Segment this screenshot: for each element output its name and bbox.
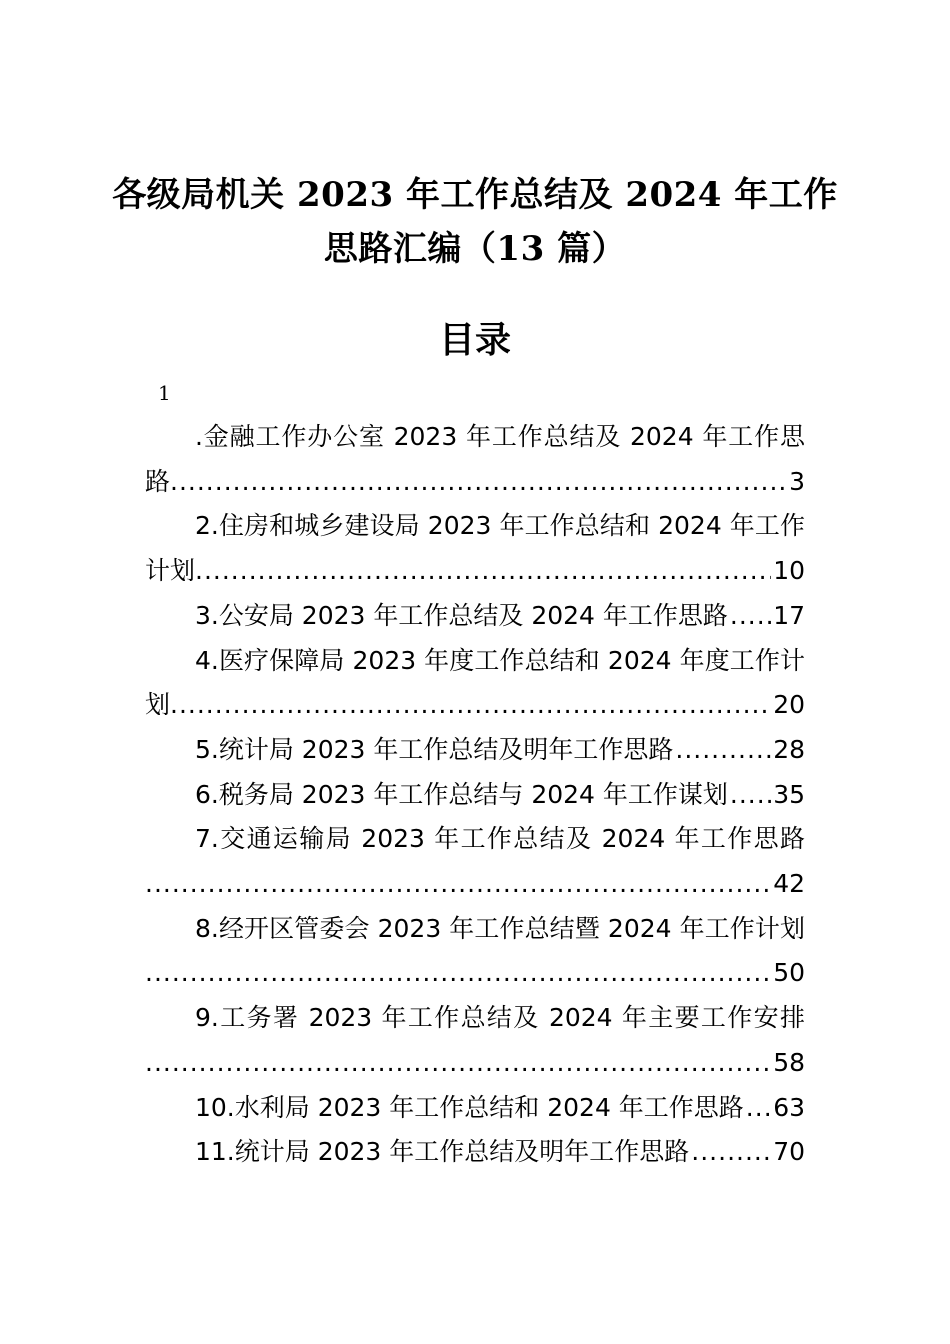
toc-entry-9[interactable] [145, 996, 805, 1085]
toc-entry-5[interactable] [145, 728, 805, 773]
toc-entry-title: 10.水利局 2023 年工作总结和 2024 年工作思路 [195, 1092, 744, 1122]
dot-leader [691, 1130, 771, 1175]
toc-entry-page: 50 [773, 958, 805, 988]
toc-entry-page: 58 [773, 1047, 805, 1077]
toc-entry-11[interactable] [145, 1130, 805, 1175]
toc-entry-page: 10 [773, 556, 805, 586]
toc-entry-title: 5.统计局 2023 年工作总结及明年工作思路 [195, 734, 674, 764]
toc-entry-2[interactable] [145, 504, 805, 593]
toc-entry-6[interactable] [145, 773, 805, 818]
toc-entry-title: .金融工作办公室 2023 年工作总结及 2024 年工作思 [195, 422, 805, 451]
dot-leader [675, 728, 771, 773]
dot-leader [145, 951, 771, 996]
dot-leader [170, 683, 771, 728]
toc-entry-page: 70 [773, 1137, 805, 1167]
stray-number: 1 [158, 381, 171, 405]
toc-entry-1[interactable] [145, 415, 805, 504]
toc-entry-7[interactable] [145, 817, 805, 906]
toc-entry-page: 20 [773, 690, 805, 720]
toc-entry-page: 3 [789, 466, 805, 496]
table-of-contents [145, 415, 805, 1175]
dot-leader [730, 773, 771, 818]
toc-entry-title: 8.经开区管委会 2023 年工作总结暨 2024 年工作计划 [195, 913, 805, 943]
toc-entry-page: 63 [773, 1092, 805, 1122]
toc-entry-page: 35 [773, 779, 805, 809]
dot-leader [145, 1041, 771, 1086]
toc-entry-title: 9.工务署 2023 年工作总结及 2024 年主要工作安排 [195, 1003, 805, 1033]
toc-entry-10[interactable] [145, 1086, 805, 1131]
toc-entry-title-continued: 划 [145, 690, 171, 720]
toc-entry-3[interactable] [145, 594, 805, 639]
toc-heading: 目录 [438, 319, 511, 361]
toc-entry-title-continued: 路 [145, 466, 171, 496]
toc-entry-title: 2.住房和城乡建设局 2023 年工作总结和 2024 年工作 [195, 511, 805, 541]
title-line-1: 各级局机关 2023 年工作总结及 2024 年工作 [112, 175, 838, 215]
document-title [100, 168, 850, 276]
dot-leader [145, 862, 771, 907]
dot-leader [730, 594, 771, 639]
toc-entry-title: 11.统计局 2023 年工作总结及明年工作思路 [195, 1137, 690, 1167]
toc-entry-title: 3.公安局 2023 年工作总结及 2024 年工作思路 [195, 600, 728, 630]
toc-entry-4[interactable] [145, 639, 805, 728]
toc-entry-page: 17 [773, 600, 805, 630]
dot-leader [746, 1086, 771, 1131]
toc-entry-page: 28 [773, 734, 805, 764]
toc-entry-title: 4.医疗保障局 2023 年度工作总结和 2024 年度工作计 [195, 645, 805, 675]
toc-entry-title-continued: 计划 [145, 556, 196, 586]
toc-entry-8[interactable] [145, 907, 805, 996]
toc-entry-title: 7.交通运输局 2023 年工作总结及 2024 年工作思路 [195, 824, 805, 854]
toc-entry-page: 42 [773, 869, 805, 899]
title-line-2: 思路汇编（13 篇） [323, 229, 627, 269]
toc-entry-title: 6.税务局 2023 年工作总结与 2024 年工作谋划 [195, 779, 728, 809]
dot-leader [195, 549, 771, 594]
dot-leader [170, 460, 787, 505]
